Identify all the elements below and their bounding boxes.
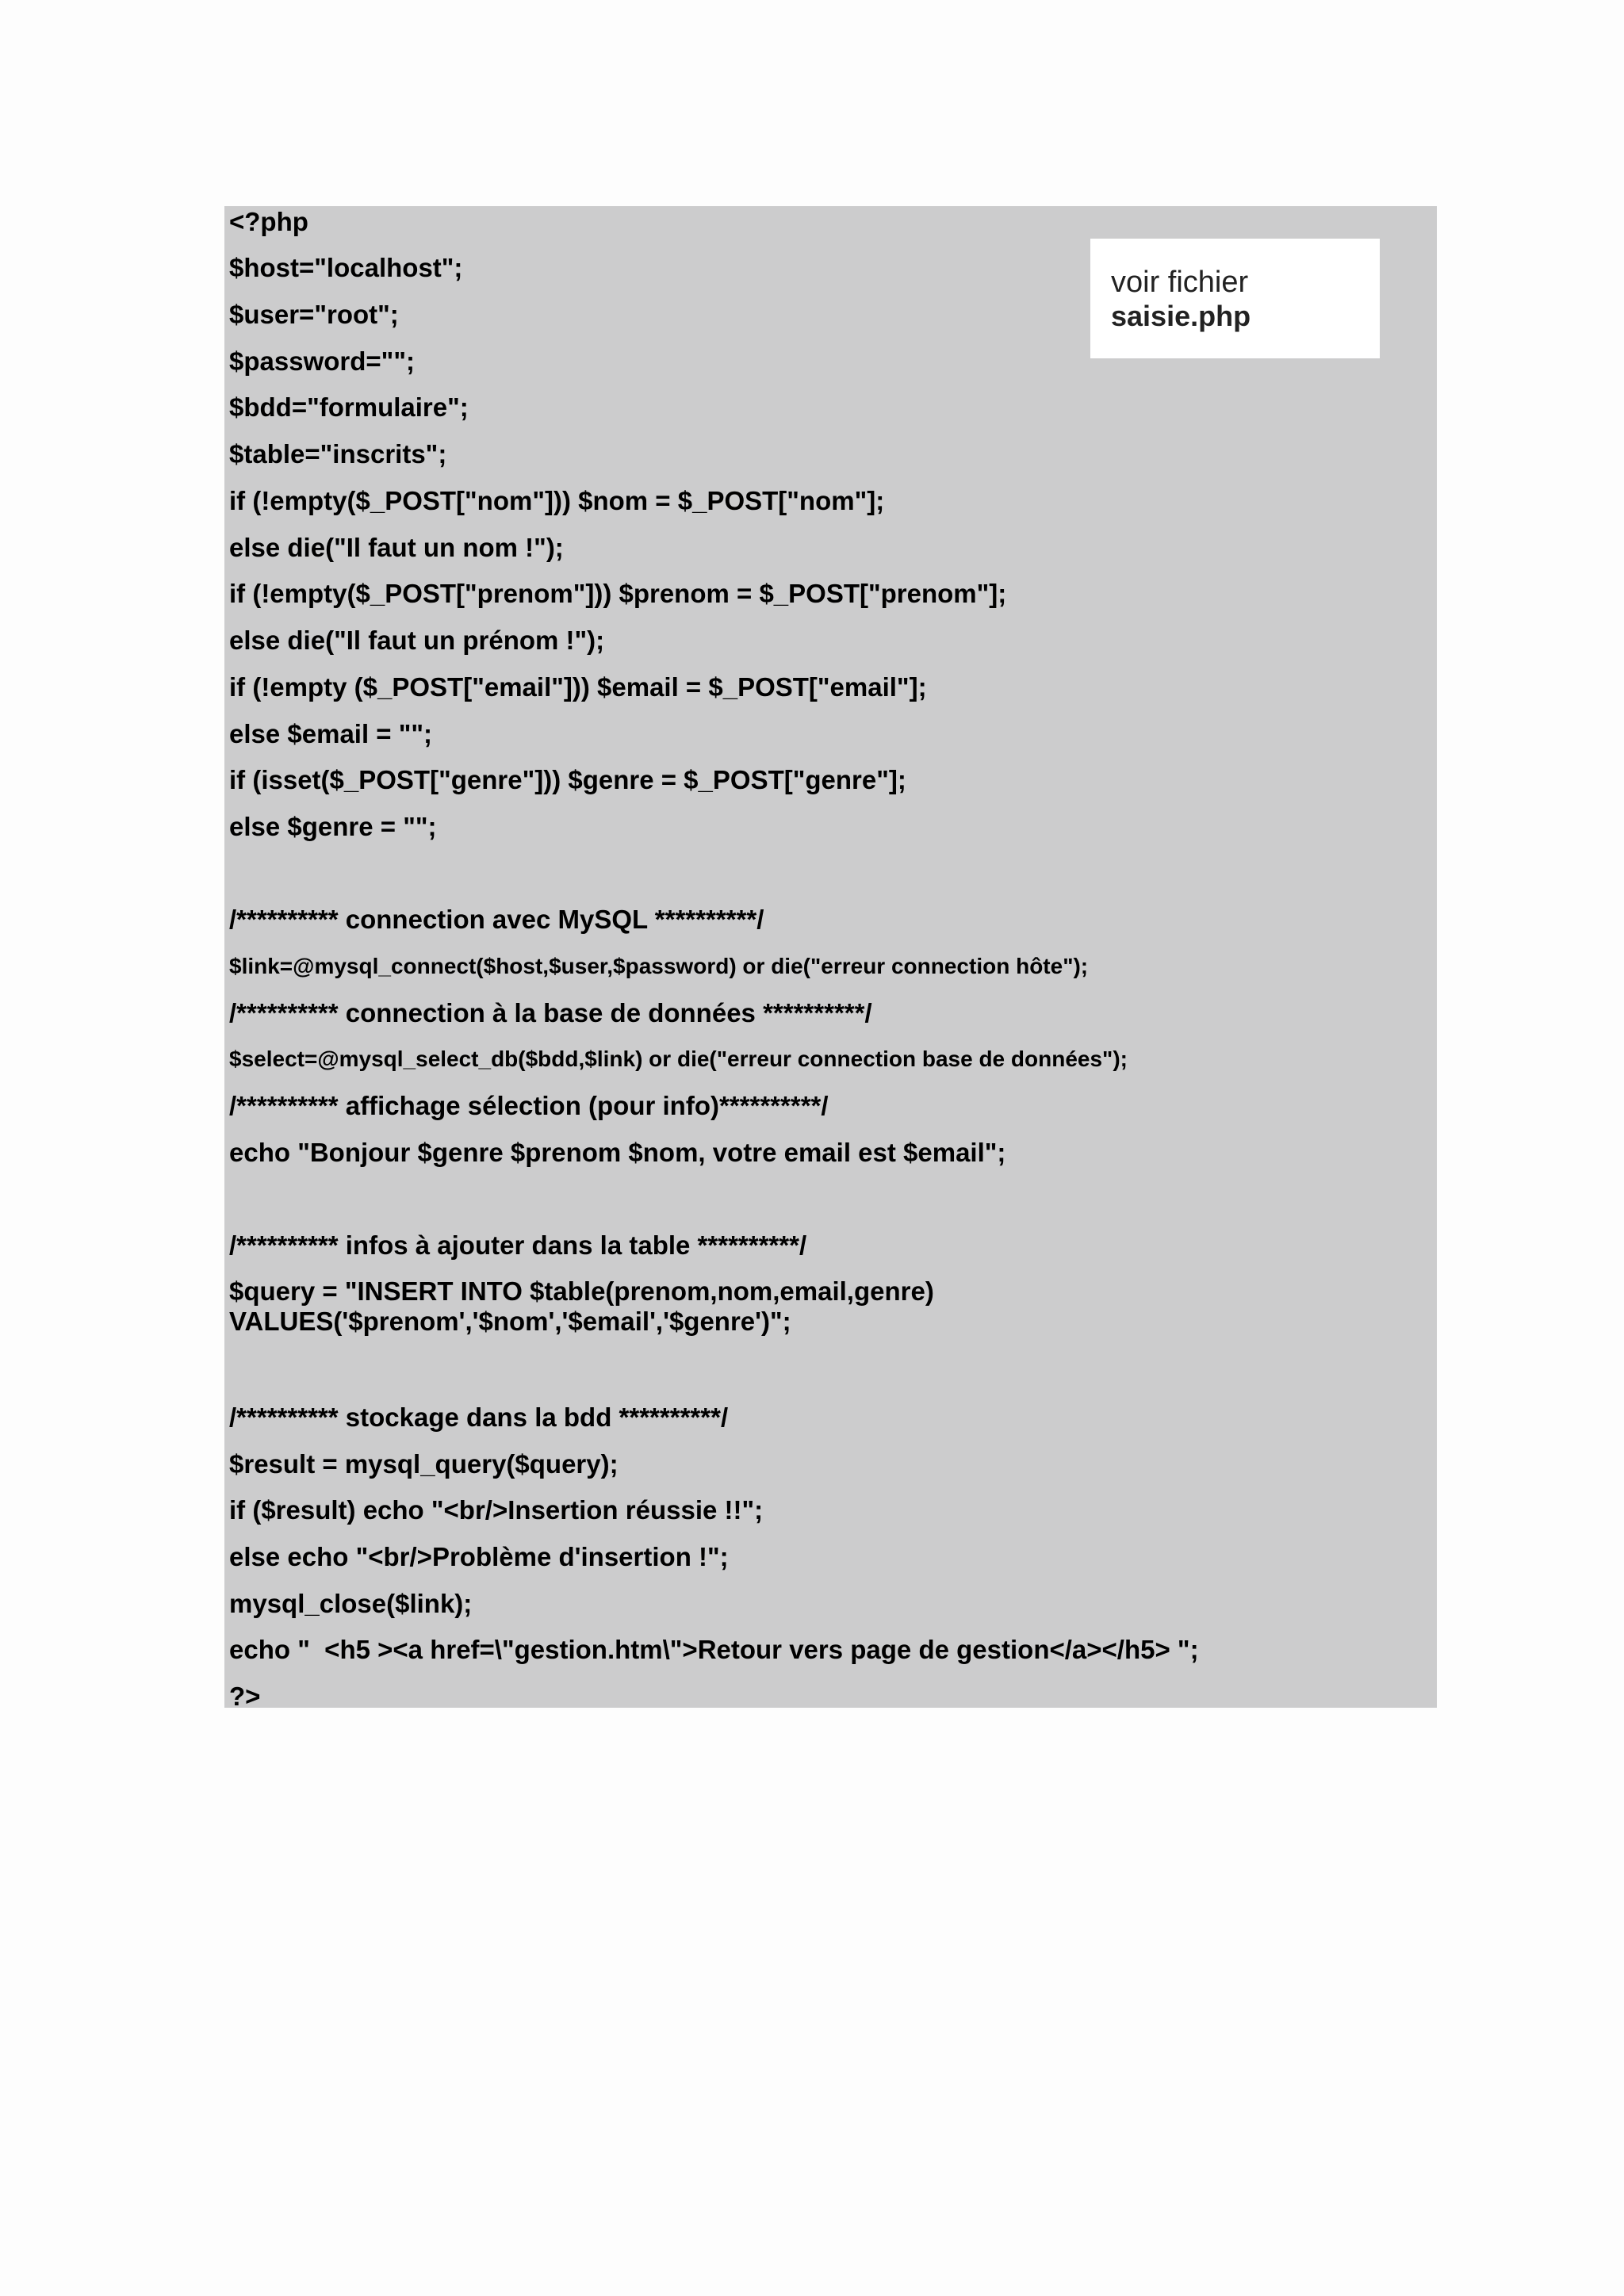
code-comment-affichage: /********** affichage sélection (pour info)**********/ <box>229 1091 829 1120</box>
code-line-if-genre: if (isset($_POST["genre"])) $genre = $_POST["genre"]; <box>229 765 906 794</box>
code-line-else-genre: else $genre = ""; <box>229 812 437 841</box>
code-line-select-db: $select=@mysql_select_db($bdd,$link) or die("erreur connection base de données"); <box>229 1047 1128 1071</box>
code-comment-connection-base: /********** connection à la base de données **********/ <box>229 998 872 1027</box>
code-line-php-open: <?php <box>229 207 308 236</box>
note-box <box>1090 239 1380 358</box>
code-line-else-email: else $email = ""; <box>229 719 433 748</box>
note-filename: saisie.php <box>1111 300 1251 332</box>
code-line-echo-h5: echo " <h5 ><a href=\"gestion.htm\">Retour vers page de gestion</a></h5> "; <box>229 1635 1199 1664</box>
code-line-mysql-close: mysql_close($link); <box>229 1589 473 1618</box>
code-line-password: $password=""; <box>229 346 415 376</box>
code-line-echo-bonjour: echo "Bonjour $genre $prenom $nom, votre email est $email"; <box>229 1138 1006 1167</box>
code-comment-infos: /********** infos à ajouter dans la table **********/ <box>229 1230 807 1260</box>
code-line-user: $user="root"; <box>229 300 399 329</box>
code-line-if-email: if (!empty ($_POST["email"])) $email = $_POST["email"]; <box>229 672 927 702</box>
code-panel <box>224 206 1437 1711</box>
code-line-php-close: ?> <box>229 1682 261 1711</box>
code-line-if-prenom: if (!empty($_POST["prenom"])) $prenom = $_POST["prenom"]; <box>229 579 1007 608</box>
code-line-result: $result = mysql_query($query); <box>229 1449 619 1479</box>
code-line-if-result: if ($result) echo "<br/>Insertion réussie !!"; <box>229 1495 764 1525</box>
code-line-if-nom: if (!empty($_POST["nom"])) $nom = $_POST["nom"]; <box>229 486 885 515</box>
code-comment-stockage: /********** stockage dans la bdd **********/ <box>229 1402 729 1432</box>
code-comment-connection-mysql: /********** connection avec MySQL **********/ <box>229 905 764 934</box>
code-line-host: $host="localhost"; <box>229 253 463 282</box>
code-line-else-echo: else echo "<br/>Problème d'insertion !"; <box>229 1542 729 1571</box>
code-line-else-nom: else die("Il faut un nom !"); <box>229 533 564 562</box>
code-line-table: $table="inscrits"; <box>229 439 447 469</box>
note-label: voir fichier <box>1111 266 1249 299</box>
code-line-query: $query = "INSERT INTO $table(prenom,nom,email,genre) VALUES('$prenom','$nom','$email','$genre')"; <box>229 1276 934 1336</box>
code-line-else-prenom: else die("Il faut un prénom !"); <box>229 626 605 655</box>
code-line-bdd: $bdd="formulaire"; <box>229 392 469 422</box>
code-line-mysql-connect: $link=@mysql_connect($host,$user,$password) or die("erreur connection hôte"); <box>229 954 1089 978</box>
